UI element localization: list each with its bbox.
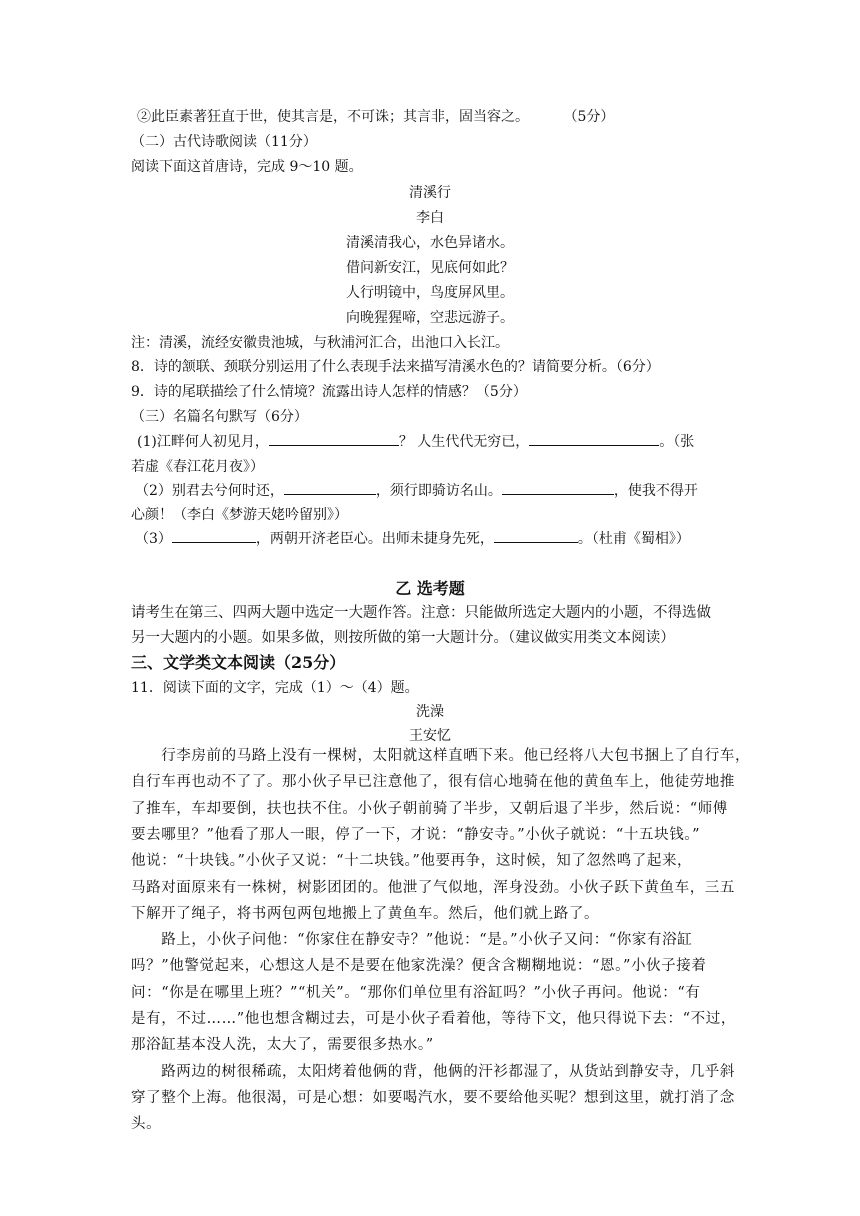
story-line: 是有，不过……”他也想含糊过去，可是小伙子看着他，等待下文，他只得说下去：“不过， <box>131 1011 736 1027</box>
poem-line: 借问新安江，见底何如此？ <box>346 260 514 276</box>
story-line: 那浴缸基本没人洗，太大了，需要很多热水。” <box>131 1037 434 1054</box>
answer-blank[interactable] <box>529 431 659 446</box>
question-item-2 <box>137 105 614 129</box>
part-2-title: 乙 选考题 <box>395 579 465 598</box>
fill-blank-1: (1)江畔何人初见月， ？ 人生代代无穷已， 。（张 <box>137 430 694 454</box>
story-author: 王安忆 <box>409 728 451 744</box>
poem-author: 李白 <box>416 210 444 226</box>
poem-title: 清溪行 <box>409 185 451 201</box>
question-9: 9．诗的尾联描绘了什么情境？流露出诗人怎样的情感？（5分） <box>131 384 527 400</box>
poem-line: 向晚猩猩啼，空悲远游子。 <box>346 310 514 326</box>
poem-line: 人行明镜中，鸟度屏风里。 <box>346 285 514 301</box>
story-title: 洗澡 <box>416 704 444 720</box>
story-line: 路两边的树很稀疏，太阳烤着他俩的背，他俩的汗衫都湿了，从货站到静安寺，几乎斜 <box>131 1063 735 1080</box>
story-line: 马路对面原来有一株树，树影团团的。他泄了气似地，浑身没劲。小伙子跃下黄鱼车，三五 <box>131 879 735 896</box>
part-2-instruction: 另一大题内的小题。如果多做，则按所做的第一大题计分。（建议做实用类文本阅读） <box>131 630 675 646</box>
answer-blank[interactable] <box>284 480 376 495</box>
story-line: 头。 <box>131 1116 162 1133</box>
question-11: 11．阅读下面的文字，完成（1）～（4）题。 <box>131 680 419 696</box>
fill-blank-2: （2）别君去兮何时还， ，须行即骑访名山。 ，使我不得开 <box>135 479 698 503</box>
story-line: 自行车再也动不了了。那小伙子早已注意他了，很有信心地骑在他的黄鱼车上，他徒劳地推 <box>131 774 735 791</box>
story-line: 要去哪里？”他看了那人一眼，停了一下，才说：“静安寺。”小伙子就说：“十五块钱。” <box>131 826 701 843</box>
fill-blank-2-source: 心颜！（李白《梦游天姥吟留别》） <box>131 507 348 523</box>
part-2-instruction: 请考生在第三、四两大题中选定一大题作答。注意：只能做所选定大题内的小题，不得选做 <box>131 605 711 621</box>
section-3-literary-title: 三、文学类文本阅读（25分） <box>131 653 346 672</box>
question-8: 8．诗的颔联、颈联分别运用了什么表现手法来描写清溪水色的？请简要分析。（6分） <box>131 359 660 375</box>
answer-blank[interactable] <box>269 431 399 446</box>
answer-blank[interactable] <box>172 528 256 543</box>
story-line: 他说：“十块钱。”小伙子又说：“十二块钱。”他要再争，这时候，知了忽然鸣了起来， <box>131 853 693 870</box>
fill-blank-1-source: 若虚《春江花月夜》） <box>131 459 264 475</box>
section-2-instruction: 阅读下面这首唐诗，完成 9～10 题。 <box>131 159 363 175</box>
story-line: 路上，小伙子问他：“你家住在静安寺？”他说：“是。”小伙子又问：“你家有浴缸 <box>131 932 693 949</box>
answer-blank[interactable] <box>502 480 614 495</box>
section-3-title: （三）名篇名句默写（6分） <box>131 409 308 425</box>
fill-blank-3: （3） ，两朝开济老臣心。出师未捷身先死， 。（杜甫《蜀相》） <box>135 527 690 551</box>
story-line: 下解开了绳子，将书两包两包地搬上了黄鱼车。然后，他们就上路了。 <box>131 905 600 922</box>
answer-blank[interactable] <box>494 528 578 543</box>
story-line: 问：“你是在哪里上班？”“机关”。“那你们单位里有浴缸吗？”小伙子再问。他说：“有 <box>131 984 701 1001</box>
poem-note: 注：清溪，流经安徽贵池城，与秋浦河汇合，出池口入长江。 <box>131 335 509 351</box>
story-line: 穿了整个上海。他很渴，可是心想：如要喝汽水，要不要给他买呢？想到这里，就打消了念 <box>131 1089 735 1106</box>
poem-line: 清溪清我心，水色异诸水。 <box>346 235 514 251</box>
story-line: 行李房前的马路上没有一棵树，太阳就这样直晒下来。他已经将八大包书捆上了自行车， <box>131 748 751 764</box>
score-label: （5分） <box>563 109 615 125</box>
section-2-title: （二）古代诗歌阅读（11分） <box>131 134 317 150</box>
story-line: 吗？”他警觉起来，心想这人是不是要在他家洗澡？便含含糊糊地说：“恩。”小伙子接着 <box>131 958 707 975</box>
story-line: 了推车，车却要倒，扶也扶不住。小伙子朝前骑了半步，又朝后退了半步，然后说：“师傅 <box>131 800 728 817</box>
question-text: ②此臣素著狂直于世，使其言是，不可诛；其言非，固当容之。 <box>137 109 529 125</box>
